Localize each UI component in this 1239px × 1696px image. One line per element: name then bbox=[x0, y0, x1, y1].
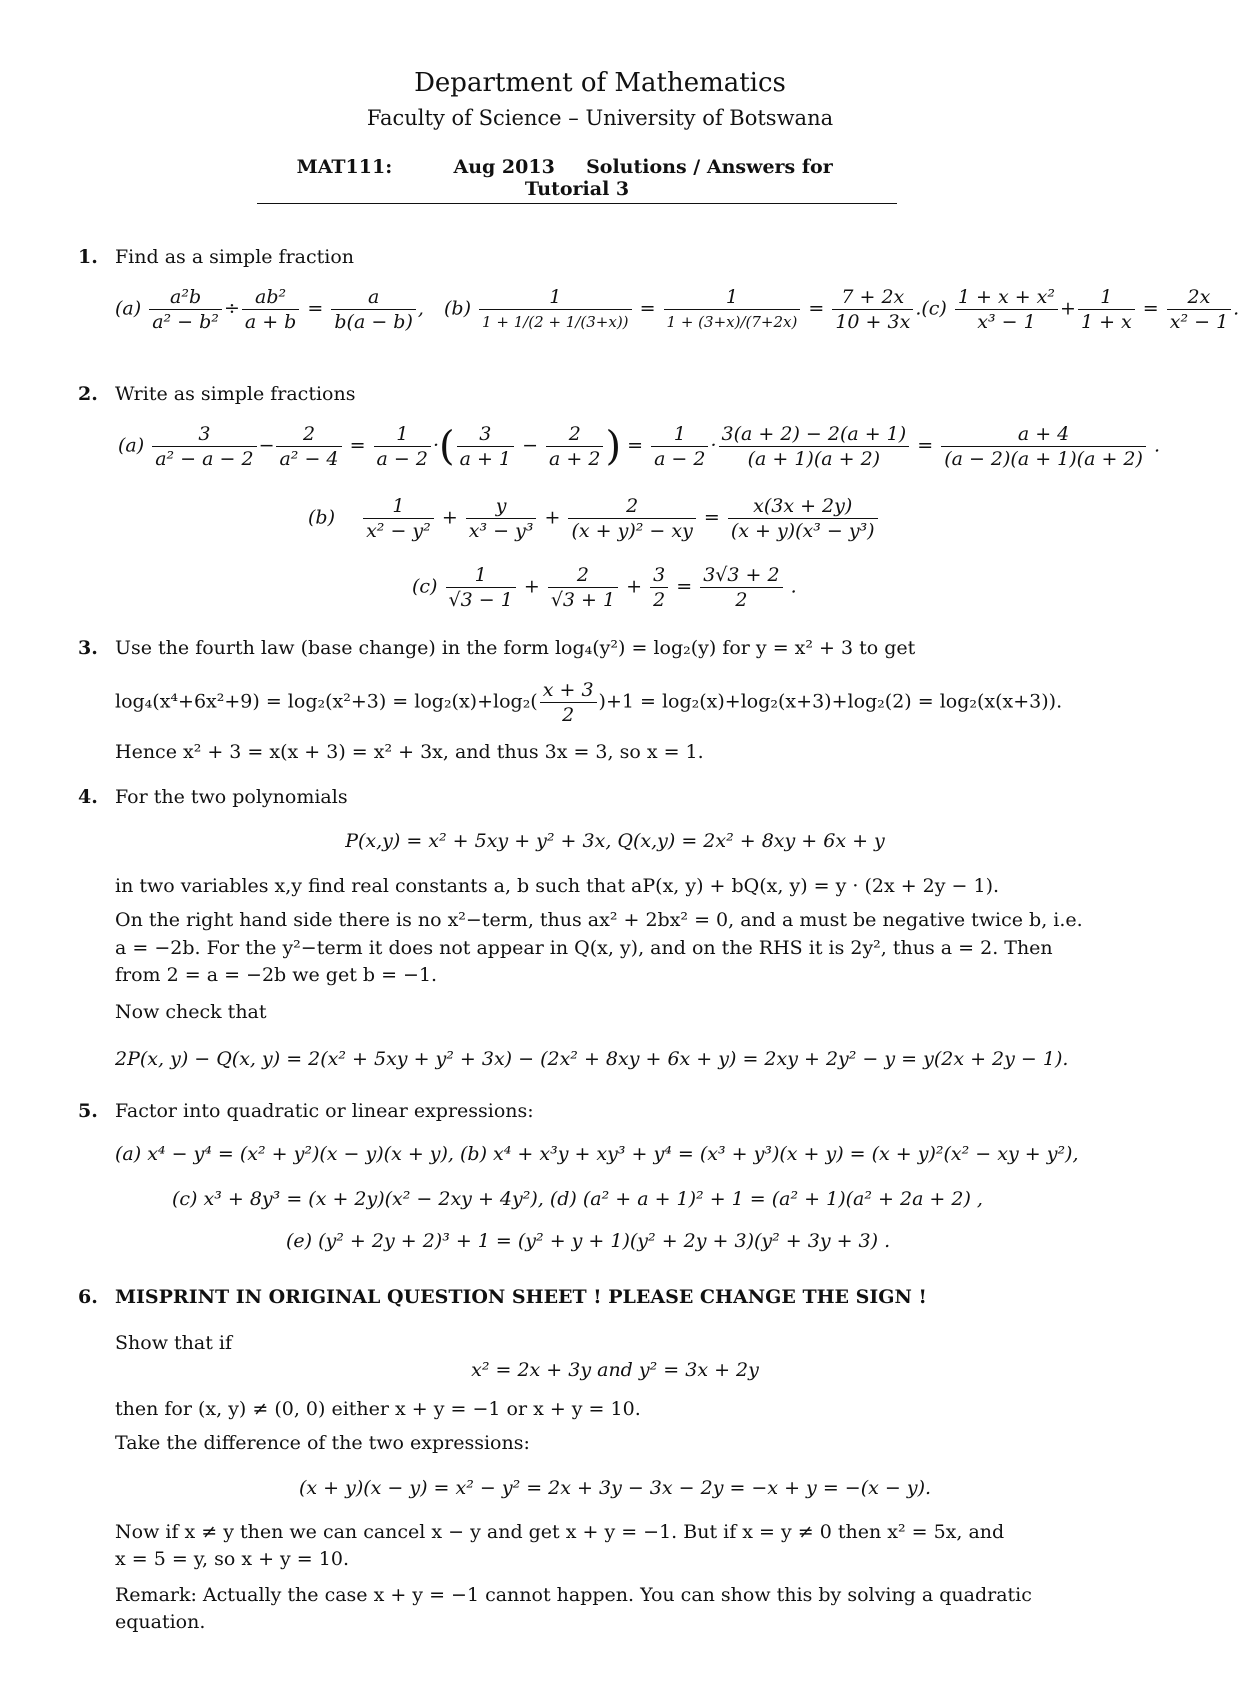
q3-prompt: Use the fourth law (base change) in the form log₄(y²) = log₂(y) for y = x² + 3 to get bbox=[115, 637, 916, 659]
q4-check-intro: Now check that bbox=[115, 1001, 267, 1023]
q2-c-equation: (c) $\frac{1}{√3 - 1}$ + $\frac{2}{√3 + 1}$ + $\frac{3}{2}$ = $\frac{3√3 + 2}{2}$ . bbox=[412, 564, 797, 611]
q2-b-equation: (b) $\frac{1}{\text{x² − y²}}$ + $\frac{y}{\text{x³ − y³}}$ + $\frac{2}{\text{(x + y)² − xy}}$ = $\frac{x(3x + 2y)}{\text{(x + y)(x³ − y³)}}$ bbox=[308, 494, 880, 543]
q1-a-frac2: $\frac{\text{ab²}}{a + b}$ bbox=[242, 285, 300, 334]
q1-a-frac3: $\frac{a}{b(a - b)}$ bbox=[331, 285, 415, 334]
q3-conclusion: Hence x² + 3 = x(x + 3) = x² + 3x, and thus 3x = 3, so x = 1. bbox=[115, 741, 704, 763]
q4-reason-2: a = −2b. For the y²−term it does not appear in Q(x, y), and on the RHS it is 2y², thus a = 2. Then bbox=[115, 937, 1053, 959]
q5-line-3: (e) (y² + 2y + 2)³ + 1 = (y² + y + 1)(y² + 2y + 3)(y² + 3y + 3) . bbox=[286, 1230, 891, 1252]
q4-check-equation: 2P(x, y) − Q(x, y) = 2(x² + 5xy + y² + 3x) − (2x² + 8xy + 6x + y) = 2xy + 2y² − y = y(2x + 2y − 1). bbox=[115, 1048, 1069, 1070]
department-title: Department of Mathematics bbox=[414, 68, 786, 98]
q6-diff-intro: Take the difference of the two expressions: bbox=[115, 1432, 530, 1454]
q1-c-frac3: $\frac{2x}{\text{x² − 1}}$ bbox=[1167, 285, 1231, 334]
q6-remark-1: Remark: Actually the case x + y = −1 cannot happen. You can show this by solving a quadratic bbox=[115, 1584, 1032, 1606]
q1-a-label: (a) bbox=[115, 297, 142, 320]
q6-diff-equation: (x + y)(x − y) = x² − y² = 2x + 3y − 3x − 2y = −x + y = −(x − y). bbox=[298, 1477, 932, 1499]
q3-log-equation: log₄(x⁴+6x²+9) = log₂(x²+3) = log₂(x)+log₂( $\frac{x + 3}{2}$ )+1 = log₂(x)+log₂(x+3)+log₂(2) = log₂(x(x+3)). bbox=[115, 679, 1063, 726]
q6-show: Show that if bbox=[115, 1332, 232, 1354]
course-heading bbox=[257, 156, 897, 204]
q1-c-frac1: $\frac{\text{1 + x + x²}}{\text{x³ − 1}}$ bbox=[955, 285, 1058, 334]
q4-reason-3: from 2 = a = −2b we get b = −1. bbox=[115, 964, 438, 986]
q5-prompt: Factor into quadratic or linear expressions: bbox=[115, 1100, 534, 1122]
q4-polynomials: P(x,y) = x² + 5xy + y² + 3x, Q(x,y) = 2x² + 8xy + 6x + y bbox=[345, 830, 885, 852]
q2-prompt: Write as simple fractions bbox=[115, 383, 356, 405]
q3-number: 3. bbox=[78, 637, 98, 659]
session: Aug 2013 bbox=[453, 156, 555, 178]
q4-number: 4. bbox=[78, 786, 98, 808]
q4-task: in two variables x,y find real constants a, b such that aP(x, y) + bQ(x, y) = y · (2x + 2y − 1). bbox=[115, 875, 1000, 897]
q1-parts: (a) $\frac{\text{a²b}}{\text{a² − b²}}$ ÷ $\frac{\text{ab²}}{a + b}$ = $\frac{a}{b(a - b)}$ , (b) $\frac{1}{1 + 1/(2 + 1/(3+x))}$ = $\frac{1}{1 + (3+x)/(7+2x)}$ = $\frac{7 + 2x}{10 + 3x}$ .(c) $\frac{\text{1 + x + x²}}{\text{x³ − 1}}$ + $\frac{1}{1 + x}$ = $\frac{2x}{\text{x² − 1}}$ . bbox=[115, 286, 1239, 333]
q6-cases-1: Now if x ≠ y then we can cancel x − y and get x + y = −1. But if x = y ≠ 0 then x² = 5x, and bbox=[115, 1521, 1005, 1543]
q1-a-frac1: $\frac{\text{a²b}}{\text{a² − b²}}$ bbox=[149, 285, 222, 334]
q4-reason-1: On the right hand side there is no x²−term, thus ax² + 2bx² = 0, and a must be negative twice b, i.e. bbox=[115, 909, 1083, 931]
q6-number: 6. bbox=[78, 1286, 98, 1308]
q1-b-label: (b) bbox=[444, 297, 471, 320]
q1-prompt: Find as a simple fraction bbox=[115, 246, 355, 268]
q5-number: 5. bbox=[78, 1100, 98, 1122]
q5-line-1: (a) x⁴ − y⁴ = (x² + y²)(x − y)(x + y), (b) x⁴ + x³y + xy³ + y⁴ = (x³ + y³)(x + y) = (x + y)²(x² − xy + y²), bbox=[115, 1143, 1079, 1165]
q6-heading: MISPRINT IN ORIGINAL QUESTION SHEET ! PLEASE CHANGE THE SIGN ! bbox=[115, 1286, 927, 1308]
q5-line-2: (c) x³ + 8y³ = (x + 2y)(x² − 2xy + 4y²), (d) (a² + a + 1)² + 1 = (a² + 1)(a² + 2a + 2) , bbox=[172, 1188, 983, 1210]
q1-c-frac2: $\frac{1}{1 + x}$ bbox=[1078, 285, 1135, 334]
faculty-subtitle: Faculty of Science – University of Botswana bbox=[366, 106, 834, 130]
q6-then: then for (x, y) ≠ (0, 0) either x + y = −1 or x + y = 10. bbox=[115, 1398, 641, 1420]
q1-b-frac1: $\frac{1}{1 + 1/(2 + 1/(3+x))}$ bbox=[479, 285, 631, 334]
q1-b-frac2: $\frac{1}{1 + (3+x)/(7+2x)}$ bbox=[664, 285, 801, 334]
q4-prompt: For the two polynomials bbox=[115, 786, 348, 808]
tutorial-number: Tutorial 3 bbox=[524, 178, 630, 200]
q6-remark-2: equation. bbox=[115, 1611, 206, 1633]
q1-c-label: (c) bbox=[921, 297, 947, 320]
q2-a-equation: (a) $\frac{3}{\text{a² − a − 2}}$ − $\frac{2}{\text{a² − 4}}$ = $\frac{1}{a - 2}$ ·( $\frac{3}{a + 1}$ − $\frac{2}{a + 2}$ ) = $\frac{1}{a - 2}$ · $\frac{3(a + 2) - 2(a + 1)}{(a + 1)(a + 2)}$ = $\frac{a + 4}{(a - 2)(a + 1)(a + 2)}$ . bbox=[118, 423, 1161, 470]
q2-number: 2. bbox=[78, 383, 98, 405]
q6-cases-2: x = 5 = y, so x + y = 10. bbox=[115, 1548, 349, 1570]
doc-title: Solutions / Answers for bbox=[586, 156, 833, 178]
q1-number: 1. bbox=[78, 246, 98, 268]
q1-b-frac3: $\frac{7 + 2x}{10 + 3x}$ bbox=[832, 285, 913, 334]
course-code: MAT111: bbox=[296, 156, 393, 178]
q6-given: x² = 2x + 3y and y² = 3x + 2y bbox=[471, 1359, 759, 1381]
